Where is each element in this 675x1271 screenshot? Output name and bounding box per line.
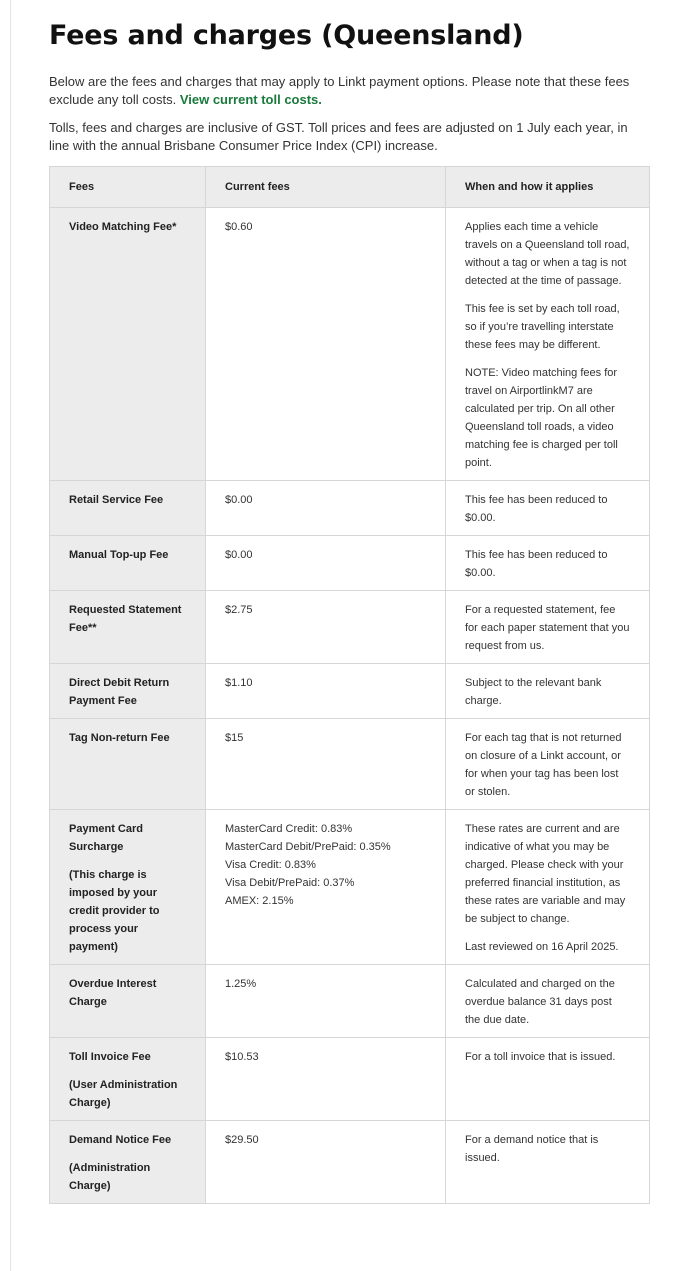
applies-text: Applies each time a vehicle travels on a Queensland toll road, without a tag or when a tag is not detected at the time of passage. [465, 221, 630, 287]
fee-name-cell [50, 591, 206, 664]
table-row [50, 664, 650, 719]
current-fee-value: $1.10 [225, 677, 253, 689]
current-fee-value: AMEX: 2.15% [225, 895, 294, 907]
fee-name-note: (Administration Charge) [69, 1162, 151, 1192]
current-fee-cell [206, 481, 446, 536]
fee-name-note: (This charge is imposed by your credit provider to process your payment) [69, 869, 160, 953]
applies-text: Calculated and charged on the overdue balance 31 days post the due date. [465, 978, 615, 1026]
current-fee-cell [206, 1121, 446, 1204]
current-fee-value: $0.00 [225, 549, 253, 561]
current-fee-value: 1.25% [225, 978, 257, 990]
table-row [50, 536, 650, 591]
fee-name-cell [50, 536, 206, 591]
current-fee-value: $2.75 [225, 604, 253, 616]
fee-name-cell [50, 1121, 206, 1204]
applies-cell [446, 591, 650, 664]
current-fee-value: MasterCard Debit/PrePaid: 0.35% [225, 841, 391, 853]
table-row [50, 810, 650, 965]
current-fee-cell [206, 664, 446, 719]
current-fee-value: $0.60 [225, 221, 253, 233]
applies-text: This fee has been reduced to $0.00. [465, 494, 608, 524]
applies-text: For each tag that is not returned on closure of a Linkt account, or for when your tag has been lost or stolen. [465, 732, 622, 798]
current-fee-cell [206, 1038, 446, 1121]
applies-text: This fee is set by each toll road, so if you’re travelling interstate these fees may be different. [465, 303, 620, 351]
fee-name-cell [50, 481, 206, 536]
header-when-applies: When and how it applies [446, 167, 650, 208]
current-fee-cell [206, 536, 446, 591]
page-left-border [10, 0, 11, 1271]
header-fees: Fees [50, 167, 206, 208]
applies-cell [446, 536, 650, 591]
fee-name: Payment Card Surcharge [69, 823, 143, 853]
fee-name-cell [50, 208, 206, 481]
applies-text: For a requested statement, fee for each paper statement that you request from us. [465, 604, 630, 652]
current-fee-cell [206, 810, 446, 965]
fee-name: Toll Invoice Fee [69, 1051, 151, 1063]
fee-name: Demand Notice Fee [69, 1134, 172, 1146]
page-title: Fees and charges (Queensland) [49, 20, 524, 51]
fee-name-cell [50, 664, 206, 719]
current-fee-cell [206, 208, 446, 481]
fee-name-cell [50, 1038, 206, 1121]
table-row [50, 208, 650, 481]
intro-text-1: Below are the fees and charges that may apply to Linkt payment options. Please note that these fees exclude any toll costs. [49, 74, 630, 107]
applies-text: For a demand notice that is issued. [465, 1134, 599, 1164]
applies-cell [446, 810, 650, 965]
current-fee-value: $0.00 [225, 494, 253, 506]
applies-text: Last reviewed on 16 April 2025. [465, 941, 619, 953]
intro-paragraph-1 [49, 73, 649, 109]
current-fee-cell [206, 965, 446, 1038]
table-header-row [50, 167, 650, 208]
applies-cell [446, 208, 650, 481]
table-row [50, 591, 650, 664]
current-fee-value: MasterCard Credit: 0.83% [225, 823, 353, 835]
table-row [50, 1038, 650, 1121]
applies-text: Subject to the relevant bank charge. [465, 677, 602, 707]
fee-name-cell [50, 965, 206, 1038]
applies-cell [446, 965, 650, 1038]
applies-text: NOTE: Video matching fees for travel on AirportlinkM7 are calculated per trip. On all other Queensland toll roads, a video matching fee is charged per toll point. [465, 367, 618, 469]
fee-name-cell [50, 810, 206, 965]
current-fee-value: Visa Credit: 0.83% [225, 859, 316, 871]
fee-name-cell [50, 719, 206, 810]
applies-cell [446, 481, 650, 536]
fee-name: Tag Non-return Fee [69, 732, 170, 744]
fee-name: Retail Service Fee [69, 494, 164, 506]
applies-text: For a toll invoice that is issued. [465, 1051, 616, 1063]
applies-cell [446, 1121, 650, 1204]
applies-text: This fee has been reduced to $0.00. [465, 549, 608, 579]
current-fee-cell [206, 719, 446, 810]
applies-cell [446, 664, 650, 719]
table-row [50, 1121, 650, 1204]
fee-name-note: (User Administration Charge) [69, 1079, 178, 1109]
fee-name: Direct Debit Return Payment Fee [69, 677, 170, 707]
fee-name: Manual Top-up Fee [69, 549, 169, 561]
header-current-fees: Current fees [206, 167, 446, 208]
applies-text: These rates are current and are indicative of what you may be charged. Please check with your preferred financial institution, as these rates are variable and may be subject to change. [465, 823, 626, 925]
current-fee-cell [206, 591, 446, 664]
current-fee-value: Visa Debit/PrePaid: 0.37% [225, 877, 355, 889]
table-row [50, 481, 650, 536]
fee-name: Overdue Interest Charge [69, 978, 157, 1008]
applies-cell [446, 1038, 650, 1121]
table-row [50, 965, 650, 1038]
current-fee-value: $15 [225, 732, 244, 744]
fee-name: Video Matching Fee* [69, 221, 177, 233]
intro-paragraph-2: Tolls, fees and charges are inclusive of GST. Toll prices and fees are adjusted on 1 July each year, in line with the annual Brisbane Consumer Price Index (CPI) increase. [49, 120, 628, 153]
current-fee-value: $10.53 [225, 1051, 259, 1063]
fees-section [49, 0, 649, 1204]
current-fee-value: $29.50 [225, 1134, 259, 1146]
table-row [50, 719, 650, 810]
view-toll-costs-link[interactable]: View current toll costs. [179, 92, 322, 107]
fee-name: Requested Statement Fee** [69, 604, 182, 634]
applies-cell [446, 719, 650, 810]
fees-table [49, 166, 650, 1204]
